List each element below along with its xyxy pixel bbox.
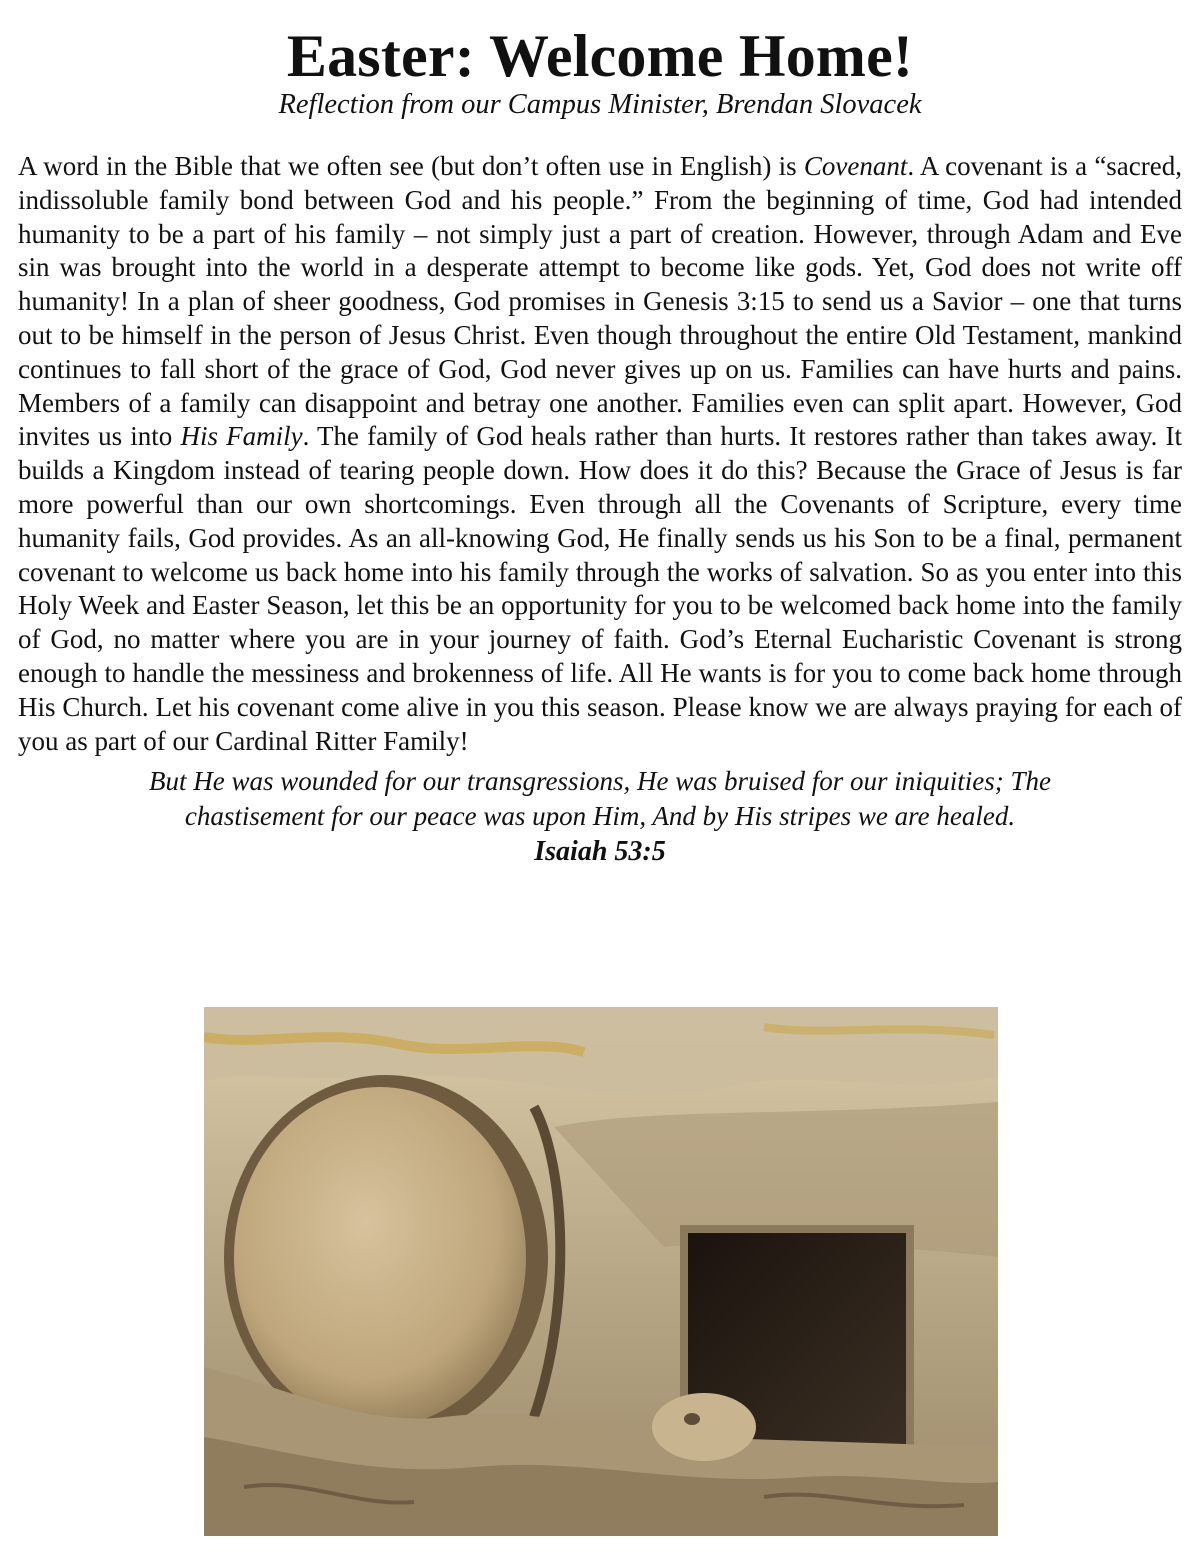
emphasis-his-family: His Family bbox=[180, 421, 303, 452]
reflection-text-part2: . A covenant is a “sacred, indissoluble family bond between God and his people.” From the beginning of time, God had intended humanity to be a part of his family – not simply just a part of creation. However, through Adam and Eve sin was brought into the world in a desperate attempt to become like gods. Yet, God does not write off humanity! In a plan of sheer goodness, God promises in Genesis 3:15 to send us a Savior – one that turns out to be himself in the person of Jesus Christ. Even though throughout the entire Old Testament, mankind continues to fall short of the grace of God, God never gives up on us. Families can have hurts and pains. Members of a family can disappoint and betray one another. Families even can split apart. However, God invites us into bbox=[18, 151, 1183, 452]
reflection-text-part3: . The family of God heals rather than hurts. It restores rather than takes away. It builds a Kingdom instead of tearing people down. How does it do this? Because the Grace of Jesus is far more powerful than our own shortcomings. Even through all the Covenants of Scripture, every time humanity fails, God provides. As an all-knowing God, He finally sends us his Son to be a final, permanent covenant to welcome us back home into his family through the works of salvation. So as you enter into this Holy Week and Easter Season, let this be an opportunity for you to be welcomed back home into the family of God, no matter where you are in your journey of faith. God’s Eternal Eucharistic Covenant is strong enough to handle the messiness and brokenness of life. All He wants is for you to come back home through His Church. Let his covenant come alive in you this season. Please know we are always praying for each of you as part of our Cardinal Ritter Family! bbox=[18, 421, 1182, 756]
empty-tomb-illustration bbox=[204, 1007, 998, 1536]
page-title: Easter: Welcome Home! bbox=[286, 23, 914, 89]
empty-tomb-photo bbox=[204, 1007, 998, 1536]
emphasis-covenant: Covenant bbox=[803, 151, 908, 181]
reflection-text-part1: A word in the Bible that we often see (but don’t often use in English) is bbox=[18, 151, 804, 181]
rolling-stone bbox=[234, 1087, 526, 1427]
boulder-hole bbox=[684, 1413, 700, 1425]
small-boulder bbox=[652, 1393, 756, 1461]
scripture-quote bbox=[78, 764, 1122, 834]
page-subtitle: Reflection from our Campus Minister, Brendan Slovacek bbox=[278, 89, 922, 120]
reflection-paragraph bbox=[18, 150, 1182, 758]
scripture-citation: Isaiah 53:5 bbox=[534, 836, 666, 868]
scripture-line-1: But He was wounded for our transgressions, He was bruised for our iniquities; The bbox=[148, 766, 1052, 797]
scripture-line-2: chastisement for our peace was upon Him, And by His stripes we are healed. bbox=[184, 801, 1016, 832]
